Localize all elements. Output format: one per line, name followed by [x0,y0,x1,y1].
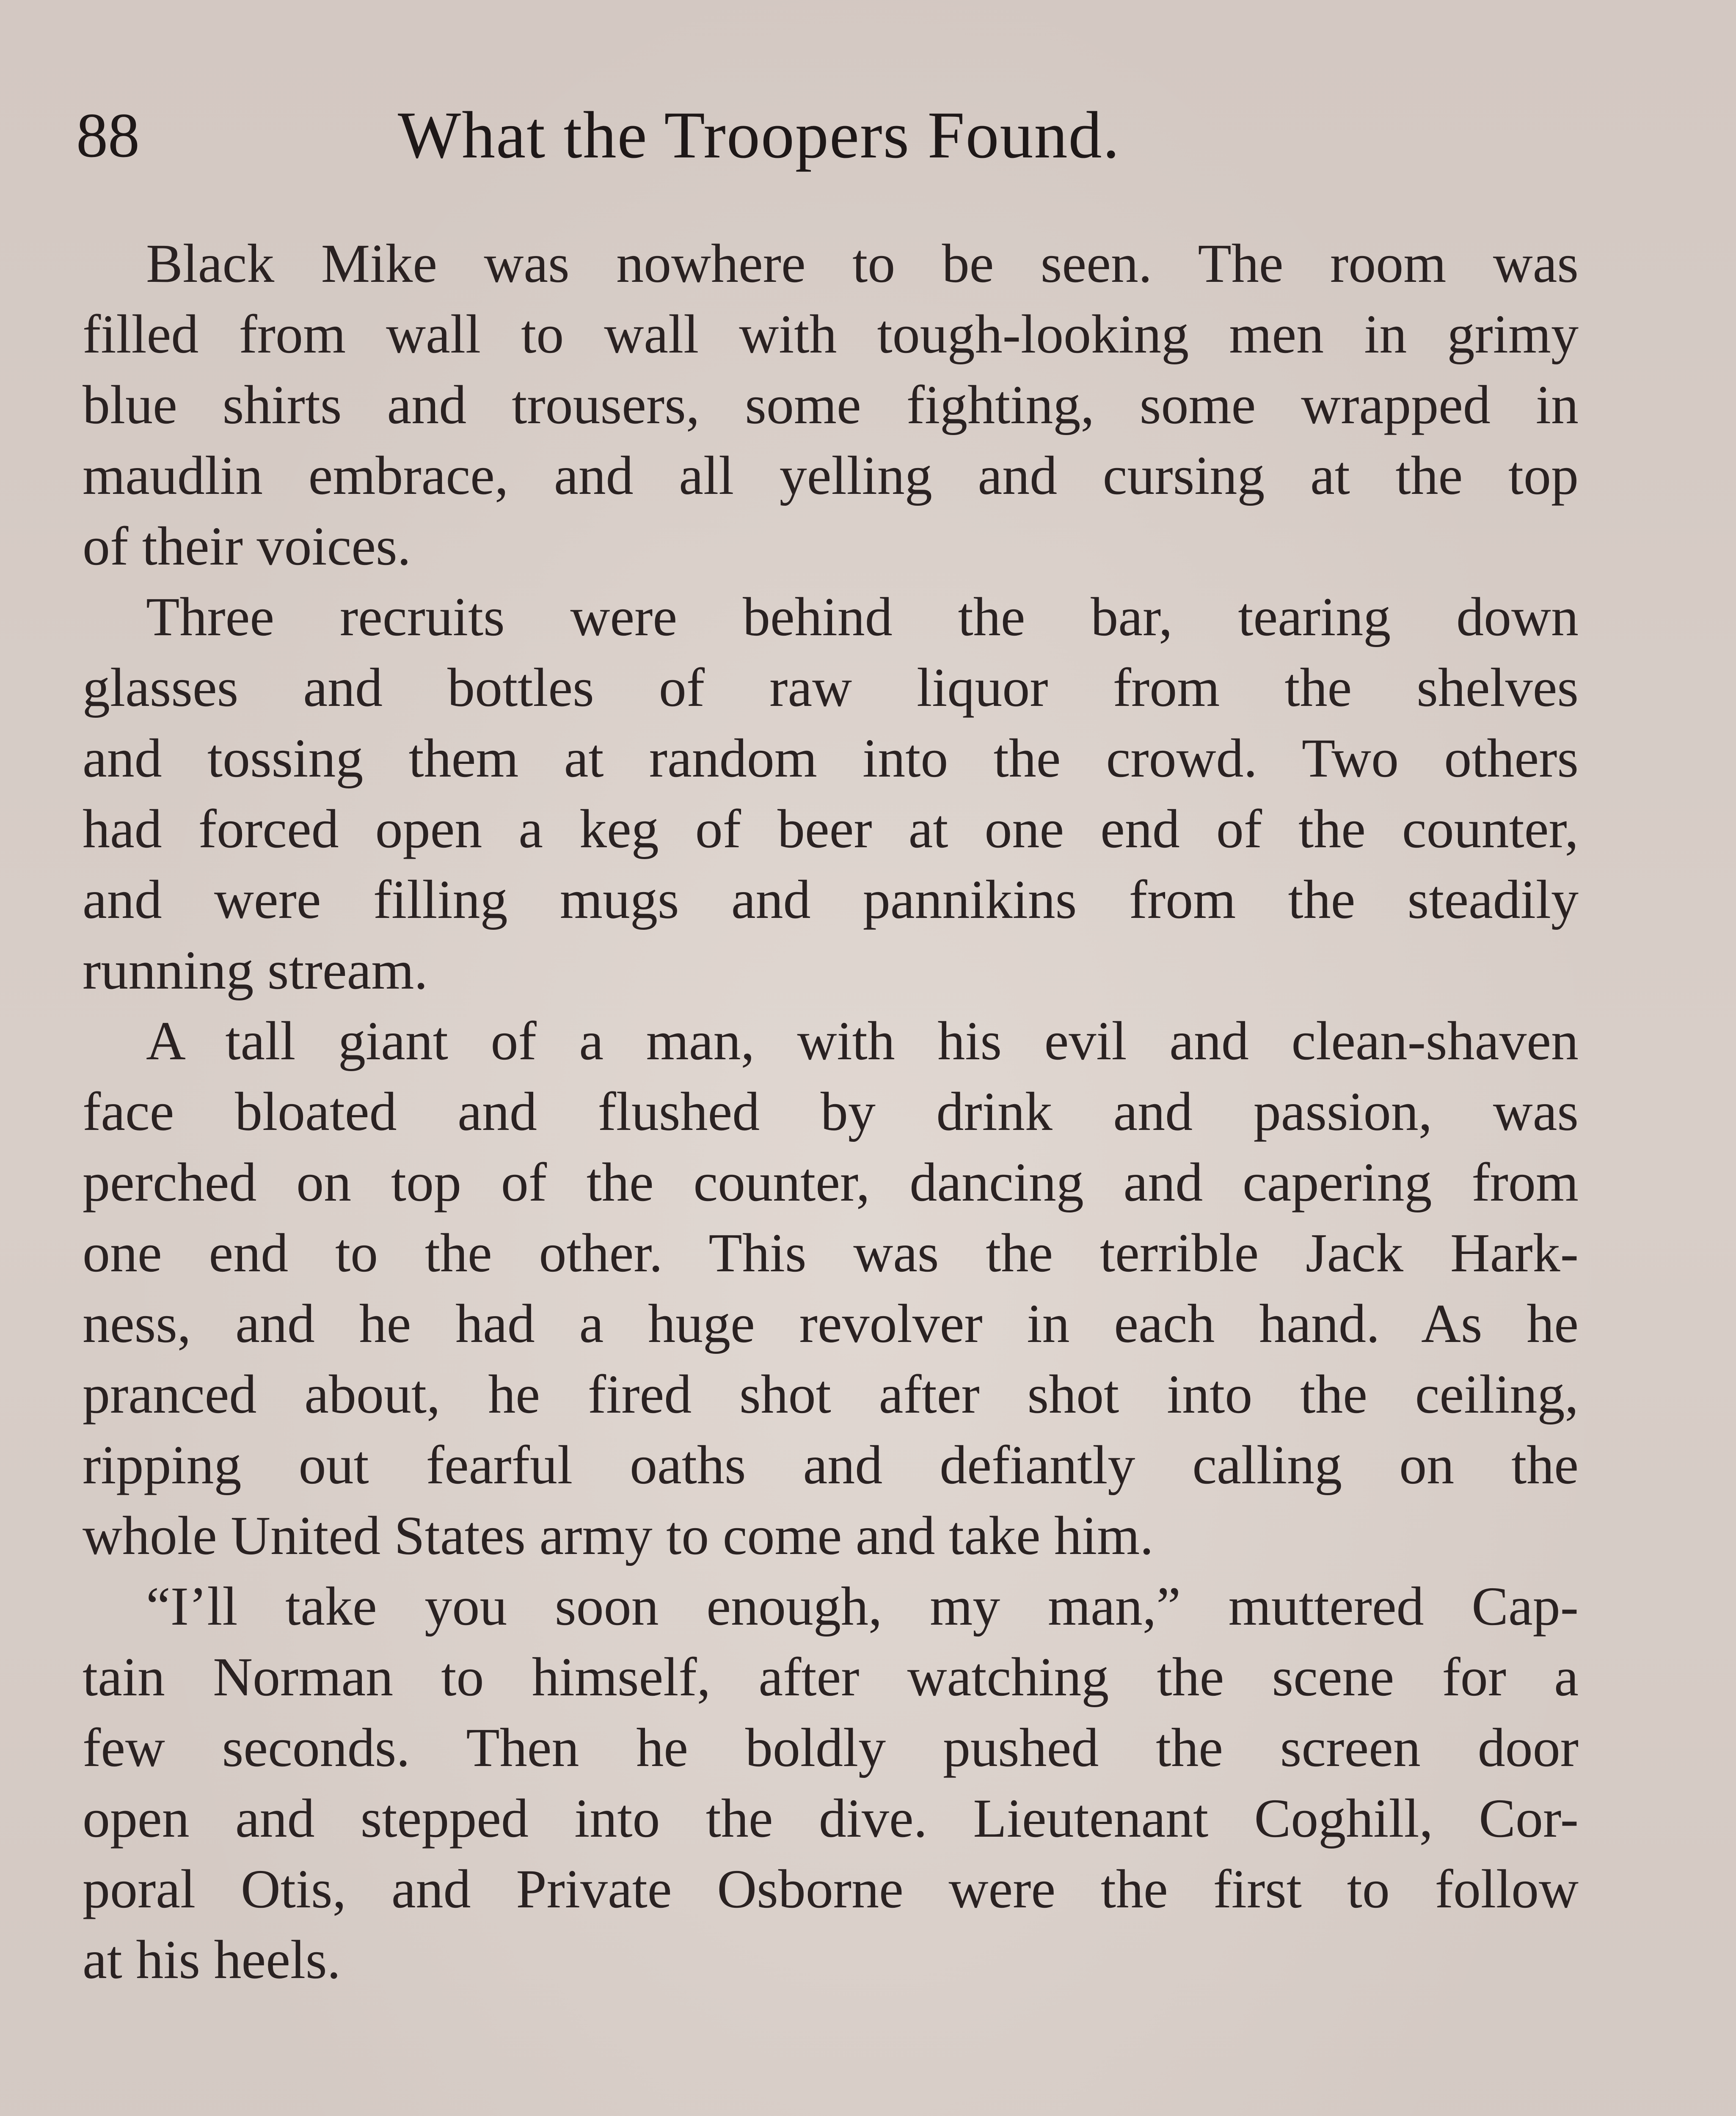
text-line: blue shirts and trousers, some fighting, some wrapped in [83,375,1579,435]
text-line: perched on top of the counter, dancing and capering from [83,1152,1579,1213]
paragraph [83,1571,1579,1995]
text-line: pranced about, he fired shot after shot into the ceiling, [83,1364,1579,1425]
text-line: glasses and bottles of raw liquor from the shelves [83,657,1579,718]
text-line: ness, and he had a huge revolver in each hand. As he [83,1293,1579,1354]
text-line: at his heels. [83,1929,341,1990]
text-line: tain Norman to himself, after watching the scene for a [83,1647,1579,1708]
paragraph [83,1006,1579,1571]
text-line: A tall giant of a man, with his evil and clean-shaven [146,1011,1579,1072]
text-line: Three recruits were behind the bar, tearing down [146,587,1579,647]
text-line: open and stepped into the dive. Lieutenant Coghill, Cor- [83,1788,1579,1849]
text-line: whole United States army to come and take him. [83,1505,1154,1566]
paragraph [83,229,1579,582]
text-line: filled from wall to wall with tough-looking men in grimy [83,304,1579,365]
text-line: ripping out fearful oaths and defiantly calling on the [83,1435,1579,1496]
text-line: had forced open a keg of beer at one end of the counter, [83,799,1579,860]
text-line: poral Otis, and Private Osborne were the first to follow [83,1859,1579,1920]
text-line: few seconds. Then he boldly pushed the screen door [83,1717,1579,1778]
page-number: 88 [76,100,140,171]
text-line: one end to the other. This was the terrible Jack Hark- [83,1223,1579,1284]
body-text [83,229,1579,1995]
paragraph [83,582,1579,1006]
running-head [76,89,1583,182]
text-line: maudlin embrace, and all yelling and cursing at the top [83,445,1579,506]
text-line: “I’ll take you soon enough, my man,” muttered Cap- [146,1576,1579,1637]
text-line: and tossing them at random into the crowd. Two others [83,728,1579,789]
running-title: What the Troopers Found. [398,98,1120,172]
text-line: of their voices. [83,516,411,577]
text-line: Black Mike was nowhere to be seen. The room was [146,233,1579,294]
text-line: face bloated and flushed by drink and passion, was [83,1081,1579,1142]
text-line: running stream. [83,940,428,1001]
text-line: and were filling mugs and pannikins from the steadily [83,869,1579,930]
